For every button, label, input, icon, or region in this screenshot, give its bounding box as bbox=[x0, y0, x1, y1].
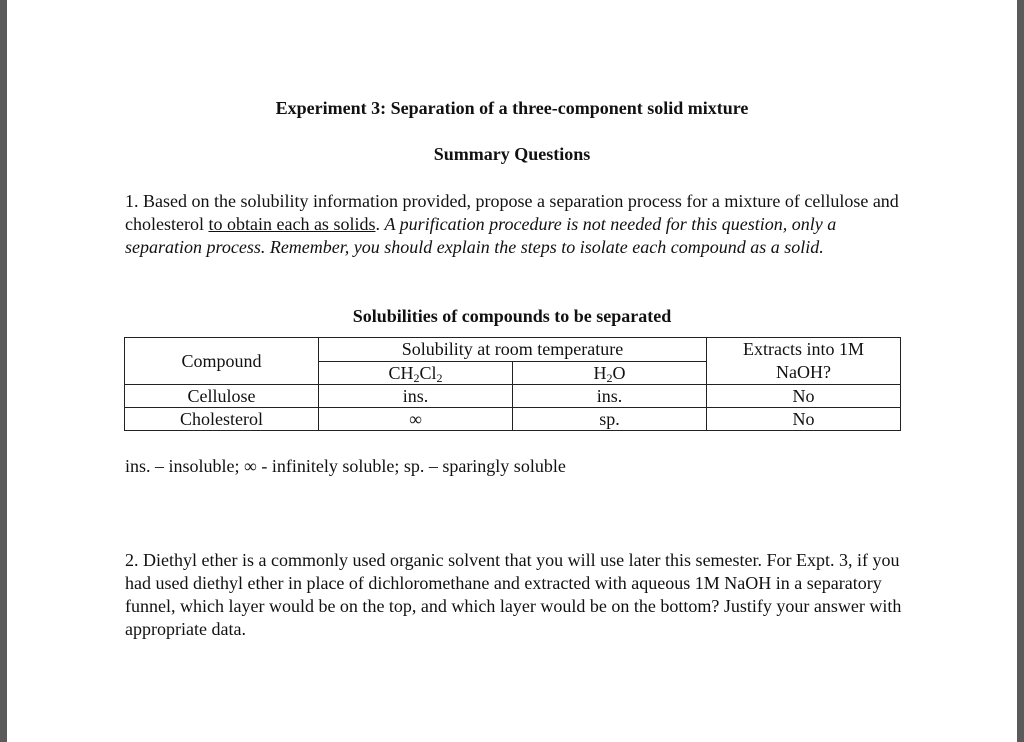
cell-h2o: ins. bbox=[513, 385, 707, 408]
h2o-sub: 2 bbox=[606, 370, 613, 385]
header-h2o bbox=[513, 361, 707, 385]
table-row bbox=[125, 408, 901, 431]
table-row bbox=[125, 385, 901, 408]
ch2cl2-sub1: 2 bbox=[413, 370, 420, 385]
header-ch2cl2 bbox=[319, 361, 513, 385]
question-1 bbox=[125, 190, 905, 259]
ch2cl2-sub2: 2 bbox=[436, 370, 443, 385]
ch2cl2-cl: Cl bbox=[419, 362, 437, 383]
header-extracts-line2: NaOH? bbox=[776, 362, 831, 382]
table-legend: ins. – insoluble; ∞ - infinitely soluble; sp. – sparingly soluble bbox=[125, 456, 566, 476]
cell-compound: Cellulose bbox=[125, 385, 319, 408]
document-title: Experiment 3: Separation of a three-component solid mixture bbox=[275, 98, 749, 118]
document-page bbox=[7, 0, 1017, 742]
cell-naoh: No bbox=[707, 385, 901, 408]
cell-ch2cl2: ∞ bbox=[319, 408, 513, 431]
document-subtitle: Summary Questions bbox=[433, 144, 591, 164]
header-extracts bbox=[707, 338, 901, 385]
table-header-row bbox=[125, 338, 901, 362]
header-solubility: Solubility at room temperature bbox=[319, 338, 707, 362]
cell-h2o: sp. bbox=[513, 408, 707, 431]
cell-ch2cl2: ins. bbox=[319, 385, 513, 408]
header-extracts-line1: Extracts into 1M bbox=[743, 339, 864, 359]
question-1-intro: 1. Based on the solubility information provided, propose a separation process for a mixture of cellulose and cholesterol bbox=[125, 191, 899, 234]
h2o-o: O bbox=[612, 362, 626, 383]
solubility-table bbox=[124, 337, 901, 431]
ch2cl2-ch: CH bbox=[388, 362, 414, 383]
question-1-period: . bbox=[375, 214, 385, 234]
cell-compound: Cholesterol bbox=[125, 408, 319, 431]
table-title: Solubilities of compounds to be separated bbox=[352, 306, 672, 326]
question-2: 2. Diethyl ether is a commonly used organic solvent that you will use later this semester. For Expt. 3, if you had used diethyl ether in place of dichloromethane and extracted with aqueous 1M NaOH in a separatory funnel, which layer would be on the top, and which layer would be on the bottom? Justify your answer with appropriate data. bbox=[125, 550, 902, 639]
h2o-h: H bbox=[593, 362, 607, 383]
question-1-italic: A purification procedure is not needed for this question, only a separation process. Remember, you should explain the steps to isolate each compound as a solid. bbox=[125, 214, 837, 257]
header-compound: Compound bbox=[125, 338, 319, 385]
cell-naoh: No bbox=[707, 408, 901, 431]
question-1-underlined: to obtain each as solids bbox=[208, 214, 376, 234]
